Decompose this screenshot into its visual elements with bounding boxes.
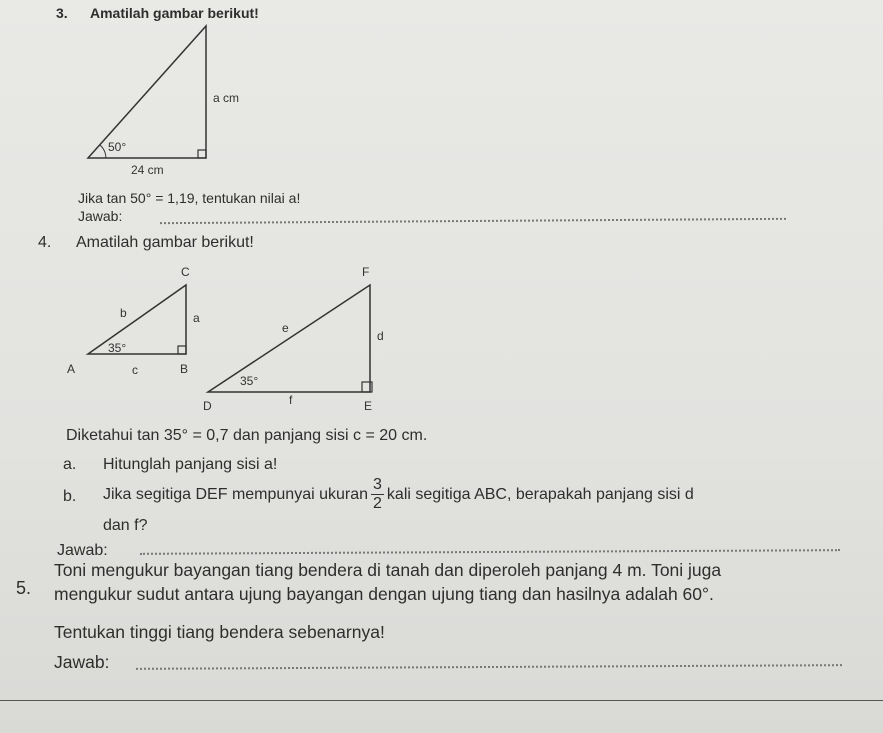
q4-label-b: b bbox=[120, 306, 127, 320]
q4-label-d: d bbox=[377, 329, 384, 343]
q3-given: Jika tan 50° = 1,19, tentukan nilai a! bbox=[78, 190, 301, 206]
q4-triangle-abc bbox=[88, 285, 186, 354]
q4-b-fraction-numerator: 3 bbox=[373, 476, 382, 494]
q3-instruction: Amatilah gambar berikut! bbox=[90, 5, 259, 21]
q4-a-label: a. bbox=[63, 456, 77, 473]
q4-def-angle: 35° bbox=[240, 374, 259, 388]
q4-b-text-3: dan f? bbox=[103, 517, 148, 534]
q4-b-fraction-denominator: 2 bbox=[373, 495, 382, 513]
q3-angle-arc bbox=[100, 145, 106, 158]
q4-label-e: e bbox=[282, 321, 289, 335]
q3-number: 3. bbox=[56, 5, 68, 21]
q4-instruction: Amatilah gambar berikut! bbox=[76, 234, 254, 251]
q3-side-label: a cm bbox=[213, 91, 240, 105]
q4-triangle-def bbox=[208, 285, 370, 392]
q4-b-fraction bbox=[371, 476, 384, 513]
q4-b-line bbox=[103, 475, 694, 515]
q4-a-text: Hitunglah panjang sisi a! bbox=[103, 456, 278, 473]
q5-answer-label: Jawab: bbox=[54, 652, 110, 672]
q4-label-B: B bbox=[180, 362, 189, 376]
q4-label-f: f bbox=[289, 393, 293, 407]
q3-right-angle-mark bbox=[198, 150, 206, 158]
q3-base-label: 24 cm bbox=[131, 163, 164, 177]
bottom-border-line bbox=[0, 700, 883, 701]
q4-abc-right-angle-mark bbox=[178, 346, 186, 354]
q5-line-3: Tentukan tinggi tiang bendera sebenarnya! bbox=[54, 622, 385, 642]
q3-triangle bbox=[88, 26, 206, 158]
q4-abc-angle: 35° bbox=[108, 341, 127, 355]
q5-number: 5. bbox=[16, 578, 32, 598]
q4-label-c: c bbox=[132, 363, 138, 377]
q5-line-2: mengukur sudut antara ujung bayangan dengan ujung tiang dan hasilnya adalah 60°. bbox=[54, 584, 714, 604]
q3-answer-label: Jawab: bbox=[78, 208, 123, 224]
q4-b-text-2: kali segitiga ABC, berapakah panjang sisi d bbox=[386, 486, 694, 503]
q4-label-A: A bbox=[67, 362, 76, 376]
q4-number: 4. bbox=[38, 234, 52, 251]
q3-angle-label: 50° bbox=[108, 140, 127, 154]
q4-label-E: E bbox=[364, 399, 373, 413]
q4-given: Diketahui tan 35° = 0,7 dan panjang sisi c = 20 cm. bbox=[66, 427, 428, 444]
q4-b-label: b. bbox=[63, 488, 77, 505]
q4-label-C: C bbox=[181, 265, 190, 279]
q4-label-a: a bbox=[193, 311, 200, 325]
q4-b-text-1: Jika segitiga DEF mempunyai ukuran bbox=[103, 486, 369, 503]
q4-answer-label: Jawab: bbox=[57, 542, 108, 559]
q4-label-F: F bbox=[362, 265, 370, 279]
q5-line-1: Toni mengukur bayangan tiang bendera di tanah dan diperoleh panjang 4 m. Toni juga bbox=[54, 560, 722, 580]
q4-label-D: D bbox=[203, 399, 212, 413]
